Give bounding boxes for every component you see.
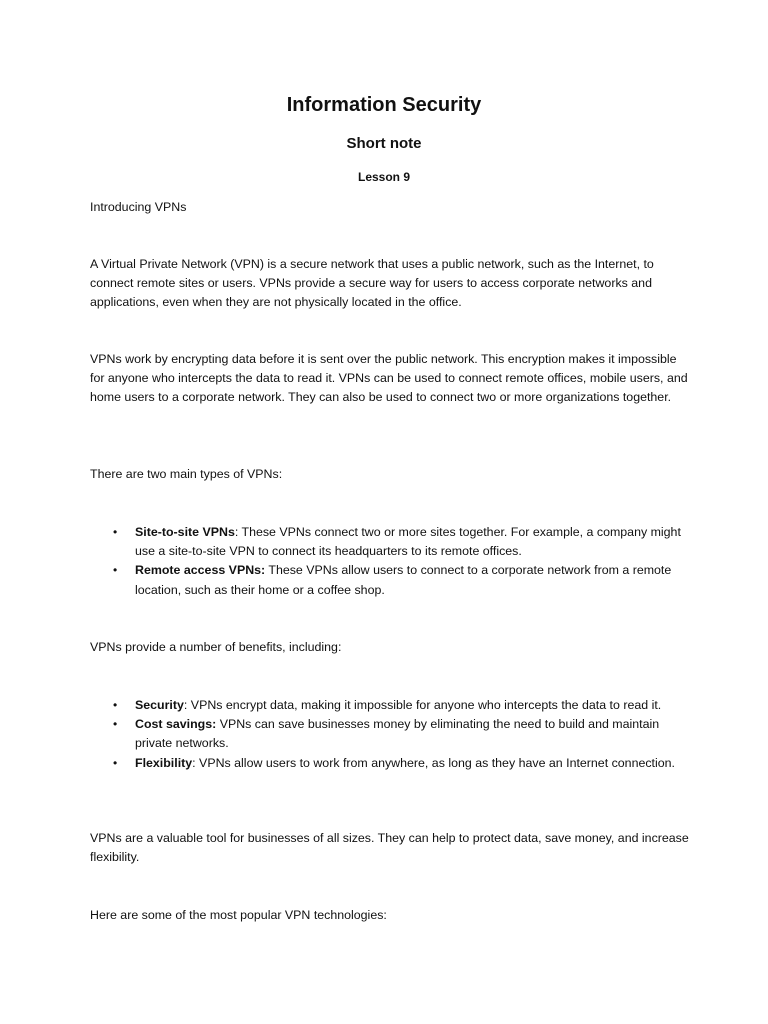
list-item-term: Site-to-site VPNs	[135, 525, 235, 539]
bullet-icon: •	[113, 717, 118, 732]
paragraph-vpn-encryption: VPNs work by encrypting data before it is sent over the public network. This encryption makes it impossible for anyone who intercepts the data to read it. VPNs can be used to connect remote offices, mobile users, and home users to a corporate network. They can also be used to connect two or more organizations together.	[90, 352, 688, 404]
paragraph-benefits-intro: VPNs provide a number of benefits, including:	[90, 640, 342, 654]
paragraph-technologies-intro: Here are some of the most popular VPN technologies:	[90, 908, 387, 922]
section-heading-intro: Introducing VPNs	[90, 200, 187, 214]
list-item	[90, 696, 690, 715]
list-item-description: These VPNs allow users to connect to a corporate network from a remote location, such as their home or a coffee shop.	[135, 563, 672, 597]
list-item-term: Remote access VPNs:	[135, 563, 266, 578]
list-item	[90, 523, 690, 561]
vpn-types-list	[90, 523, 690, 600]
list-item-term: Security	[135, 698, 184, 712]
paragraph-vpn-definition: A Virtual Private Network (VPN) is a secure network that uses a public network, such as the Internet, to connect remote sites or users. VPNs provide a secure way for users to access corporate networks and applications, even when they are not physically located in the office.	[90, 257, 654, 309]
vpn-benefits-list	[90, 696, 690, 773]
list-item-description: VPNs can save businesses money by eliminating the need to build and maintain private networks.	[135, 717, 660, 751]
bullet-icon: •	[113, 525, 118, 539]
bullet-icon: •	[113, 563, 118, 578]
list-item	[90, 561, 690, 599]
bullet-icon: •	[113, 755, 118, 770]
list-item	[90, 754, 690, 773]
list-item-separator: :	[183, 698, 188, 712]
list-item	[90, 715, 690, 753]
list-item-term: Cost savings:	[135, 717, 217, 732]
list-item-description: VPNs allow users to work from anywhere, as long as they have an Internet connection.	[195, 755, 675, 770]
document-subtitle: Short note	[346, 135, 422, 152]
list-item-description: VPNs encrypt data, making it impossible for anyone who intercepts the data to read it.	[187, 698, 662, 712]
paragraph-types-intro: There are two main types of VPNs:	[90, 467, 283, 481]
list-item-term: Flexibility	[135, 755, 193, 770]
paragraph-conclusion: VPNs are a valuable tool for businesses of all sizes. They can help to protect data, save money, and increase flexibility.	[90, 831, 689, 864]
lesson-label: Lesson 9	[357, 170, 411, 184]
list-item-separator: :	[234, 525, 239, 539]
document-title: Information Security	[286, 94, 482, 116]
bullet-icon: •	[113, 698, 118, 712]
list-item-separator: :	[192, 755, 196, 770]
list-item-description: These VPNs connect two or more sites together. For example, a company might use a site-to-site VPN to connect its headquarters to its remote offices.	[135, 525, 681, 559]
